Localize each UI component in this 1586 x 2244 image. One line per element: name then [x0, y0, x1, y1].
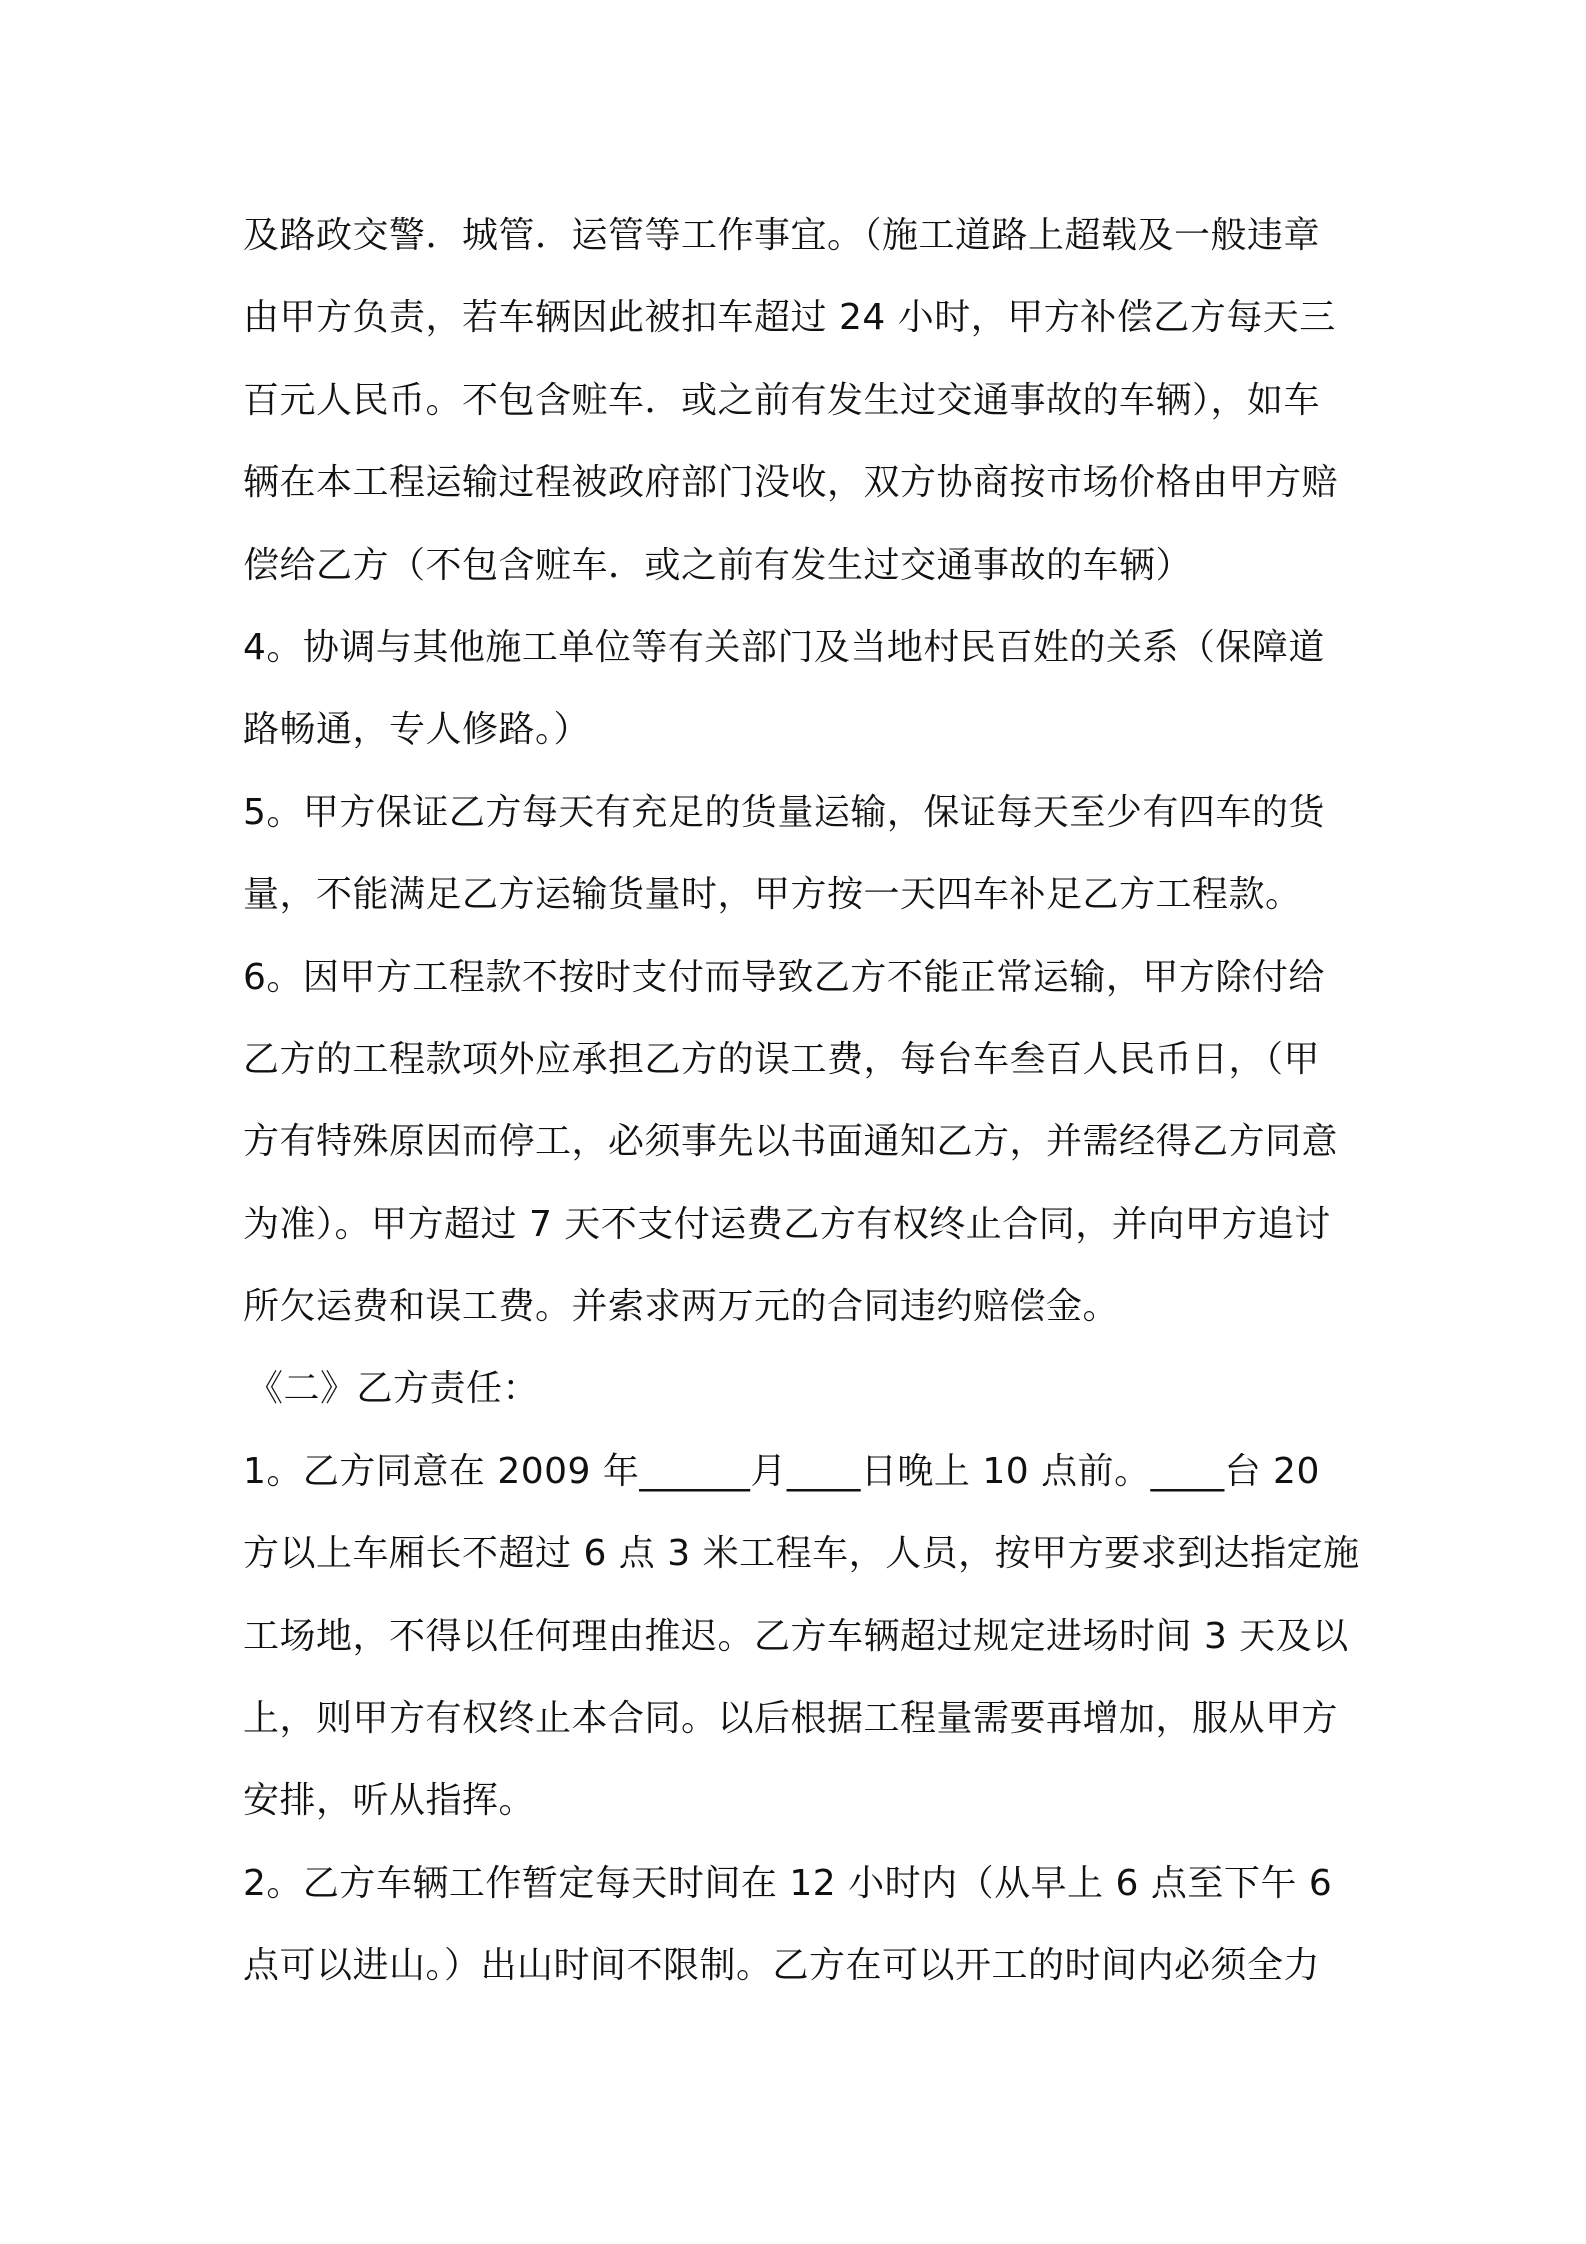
- text-line: 方有特殊原因而停工，必须事先以书面通知乙方，并需经得乙方同意: [243, 1121, 1339, 1163]
- clause-b2-line: 2。乙方车辆工作暂定每天时间在 12 小时内（从早上 6 点至下午 6: [243, 1862, 1333, 1904]
- text-line: 点可以进山。）出山时间不限制。乙方在可以开工的时间内必须全力: [243, 1945, 1321, 1987]
- clause-5-line: 5。甲方保证乙方每天有充足的货量运输，保证每天至少有四车的货: [243, 791, 1325, 833]
- text-line: 百元人民币。不包含赃车．或之前有发生过交通事故的车辆），如车: [243, 379, 1321, 421]
- text-line: 偿给乙方（不包含赃车．或之前有发生过交通事故的车辆）: [243, 544, 1193, 586]
- text-line: 量，不能满足乙方运输货量时，甲方按一天四车补足乙方工程款。: [243, 874, 1302, 916]
- text-line: 为准）。甲方超过 7 天不支付运费乙方有权终止合同，并向甲方追讨: [243, 1203, 1331, 1245]
- clause-4-line: 4。协调与其他施工单位等有关部门及当地村民百姓的关系（保障道: [243, 626, 1325, 668]
- section-heading-party-b: 《二》乙方责任：: [247, 1368, 540, 1410]
- clause-b1-line: 1。乙方同意在 2009 年______月____日晚上 10 点前。____台 20: [243, 1450, 1320, 1492]
- text-line: 路畅通，专人修路。）: [243, 709, 591, 751]
- text-line: 及路政交警．城管．运管等工作事宜。（施工道路上超载及一般违章: [243, 215, 1321, 256]
- text-line: 工场地，不得以任何理由推迟。乙方车辆超过规定进场时间 3 天及以: [243, 1615, 1349, 1657]
- text-line: 方以上车厢长不超过 6 点 3 米工程车，人员，按甲方要求到达指定施: [243, 1533, 1360, 1575]
- text-line: 乙方的工程款项外应承担乙方的误工费，每台车叁百人民币日，（甲: [243, 1038, 1321, 1080]
- text-line: 由甲方负责，若车辆因此被扣车超过 24 小时，甲方补偿乙方每天三: [243, 297, 1336, 339]
- text-line: 所欠运费和误工费。并索求两万元的合同违约赔偿金。: [243, 1286, 1120, 1328]
- clause-6-line: 6。因甲方工程款不按时支付而导致乙方不能正常运输，甲方除付给: [243, 956, 1325, 998]
- text-line: 安排，听从指挥。: [243, 1780, 536, 1822]
- text-line: 辆在本工程运输过程被政府部门没收，双方协商按市场价格由甲方赔: [243, 462, 1339, 504]
- contract-text: [243, 195, 1360, 2008]
- text-line: 上，则甲方有权终止本合同。以后根据工程量需要再增加，服从甲方: [243, 1698, 1339, 1740]
